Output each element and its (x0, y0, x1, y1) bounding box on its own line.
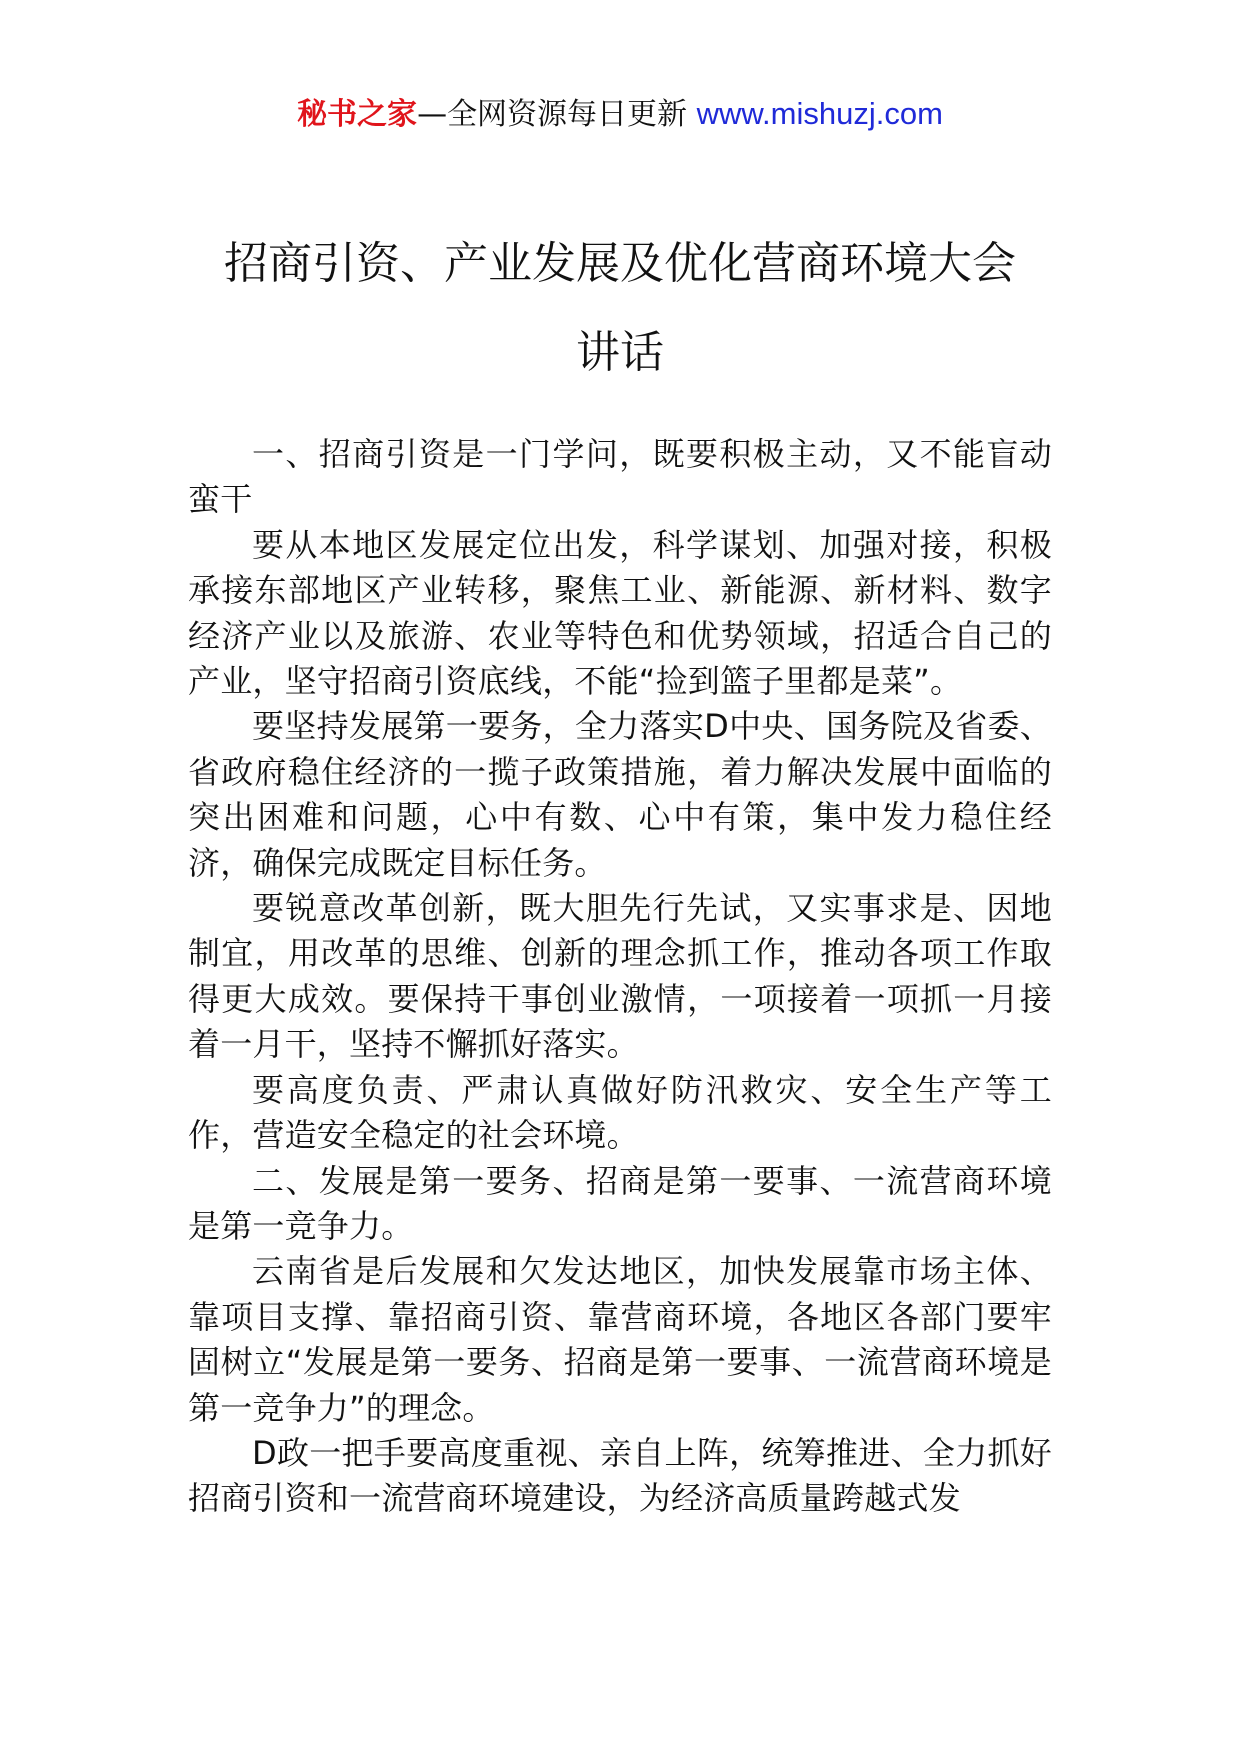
document-title-line-2: 讲话 (576, 327, 664, 378)
site-header (0, 94, 1240, 135)
site-url-link[interactable]: www.mishuzj.com (696, 96, 943, 131)
paragraph: 要高度负责、严肃认真做好防汛救灾、安全生产等工作，营造安全稳定的社会环境。 (188, 1070, 1052, 1155)
paragraph: 要从本地区发展定位出发，科学谋划、加强对接，积极承接东部地区产业转移，聚焦工业、新能源、新材料、数字经济产业以及旅游、农业等特色和优势领域，招适合自己的产业，坚守招商引资底线，不能“捡到篮子里都是菜”。 (188, 525, 1052, 701)
document-body (188, 432, 1052, 1522)
document-title-line-1: 招商引资、产业发展及优化营商环境大会 (224, 238, 1016, 289)
section-heading-1: 一、招商引资是一门学问，既要积极主动，又不能盲动蛮干 (188, 435, 1052, 519)
section-heading-2: 二、发展是第一要务、招商是第一要事、一流营商环境是第一竞争力。 (188, 1161, 1052, 1245)
paragraph: D政一把手要高度重视、亲自上阵，统筹推进、全力抓好招商引资和一流营商环境建设，为经济高质量跨越式发 (188, 1433, 1052, 1518)
paragraph: 云南省是后发展和欠发达地区，加快发展靠市场主体、靠项目支撑、靠招商引资、靠营商环境，各地区各部门要牢固树立“发展是第一要务、招商是第一要事、一流营商环境是第一竞争力”的理念。 (188, 1252, 1052, 1427)
site-tagline: —全网资源每日更新 (417, 97, 697, 132)
site-brand: 秘书之家 (297, 97, 418, 132)
paragraph: 要坚持发展第一要务，全力落实D中央、国务院及省委、省政府稳住经济的一揽子政策措施，着力解决发展中面临的突出困难和问题，心中有数、心中有策，集中发力稳住经济，确保完成既定目标任务。 (188, 707, 1052, 882)
paragraph: 要锐意改革创新，既大胆先行先试，又实事求是、因地制宜，用改革的思维、创新的理念抓工作，推动各项工作取得更大成效。要保持干事创业激情，一项接着一项抓一月接着一月干，坚持不懈抓好落实。 (188, 889, 1052, 1064)
